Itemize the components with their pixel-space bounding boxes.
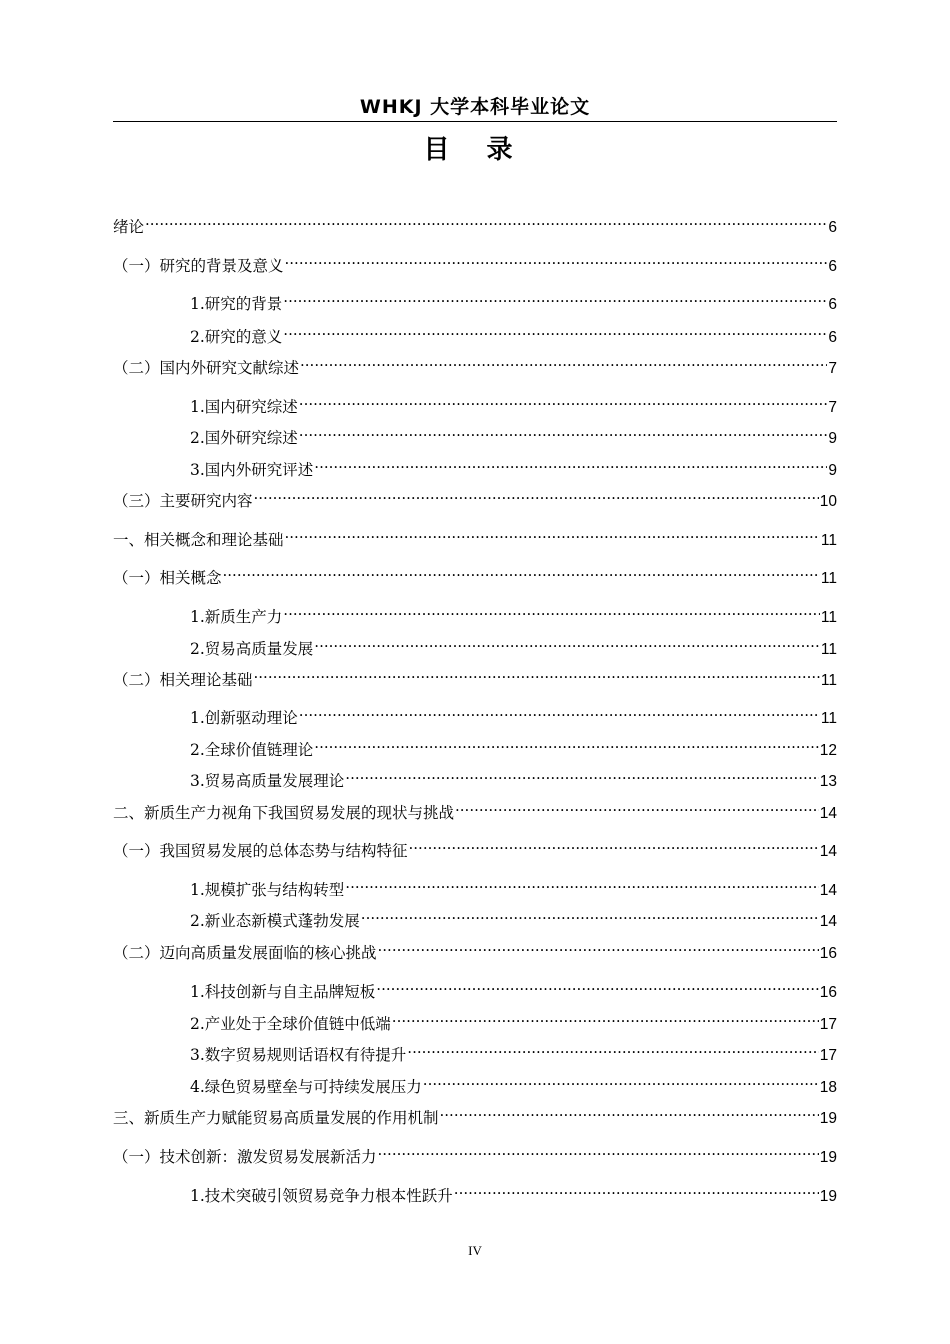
toc-entry-page: 7 (828, 399, 837, 416)
toc-leader (314, 632, 820, 654)
toc-entry[interactable] (190, 287, 837, 316)
toc-entry[interactable] (190, 975, 837, 1004)
toc-leader (223, 561, 820, 583)
toc-entry[interactable] (190, 1070, 837, 1099)
toc-leader (314, 733, 818, 755)
toc-entry-label: 2.研究的意义 (190, 328, 283, 346)
toc-entry-page: 18 (819, 1079, 837, 1096)
toc-entry[interactable] (190, 733, 837, 762)
toc-entry-label: 1.规模扩张与结构转型 (190, 881, 345, 899)
toc-entry-page: 11 (820, 672, 837, 689)
toc-entry-label: 一、相关概念和理论基础 (113, 531, 284, 549)
toc-entry[interactable] (190, 600, 837, 629)
toc-entry-label: （一）技术创新：激发贸易发展新活力 (113, 1148, 377, 1166)
toc-entry-label: （二）迈向高质量发展面临的核心挑战 (113, 944, 377, 962)
toc-entry-page: 11 (820, 641, 837, 658)
toc-entry-label: 1.创新驱动理论 (190, 709, 298, 727)
toc-entry[interactable] (190, 701, 837, 730)
toc-entry-label: 2.全球价值链理论 (190, 741, 314, 759)
toc-entry[interactable] (190, 1007, 837, 1036)
toc-leader (454, 1179, 819, 1201)
toc-entry-page: 19 (819, 1110, 837, 1127)
toc-leader (392, 1007, 819, 1029)
toc-entry-label: 4.绿色贸易壁垒与可持续发展压力 (190, 1078, 422, 1096)
toc-leader (455, 796, 819, 818)
toc-entry-label: 2.新业态新模式蓬勃发展 (190, 912, 360, 930)
toc-entry-label: 2.国外研究综述 (190, 429, 298, 447)
toc-entry[interactable] (190, 390, 837, 419)
toc-entry-page: 14 (819, 913, 837, 930)
toc-entry-page: 6 (828, 329, 837, 346)
toc-entry-label: （二）相关理论基础 (113, 671, 253, 689)
toc-entry[interactable] (113, 834, 837, 863)
toc-entry-page: 9 (828, 430, 837, 447)
toc-entry[interactable] (113, 484, 837, 513)
toc-entry[interactable] (113, 1101, 837, 1130)
toc-entry-label: 1.新质生产力 (190, 608, 283, 626)
toc-entry[interactable] (190, 873, 837, 902)
toc-entry-page: 7 (828, 360, 837, 377)
page-number: IV (468, 1243, 482, 1258)
toc-entry-label: 3.贸易高质量发展理论 (190, 772, 345, 790)
toc-leader (285, 523, 820, 545)
toc-entry-label: 3.国内外研究评述 (190, 461, 314, 479)
toc-leader (345, 764, 818, 786)
toc-entry-page: 12 (819, 742, 837, 759)
toc-entry[interactable] (190, 904, 837, 933)
toc-entry-page: 19 (819, 1149, 837, 1166)
toc-leader (407, 1038, 818, 1060)
toc-leader (299, 421, 828, 443)
toc-leader (409, 834, 819, 856)
toc-leader (345, 873, 818, 895)
toc-entry[interactable] (190, 1038, 837, 1067)
toc-entry-page: 16 (819, 945, 837, 962)
toc-entry-page: 11 (820, 570, 837, 587)
toc-entry[interactable] (113, 561, 837, 590)
toc-entry[interactable] (190, 421, 837, 450)
toc-entry[interactable] (113, 351, 837, 380)
toc-leader (254, 663, 820, 685)
running-header: WHKJ 大学本科毕业论文 (359, 96, 591, 118)
toc-leader (299, 701, 820, 723)
toc-entry[interactable] (113, 936, 837, 965)
toc-entry-label: 1.研究的背景 (190, 295, 283, 313)
toc-entry-page: 14 (819, 882, 837, 899)
toc-entry-label: 3.数字贸易规则话语权有待提升 (190, 1046, 407, 1064)
toc-entry[interactable] (113, 1140, 837, 1169)
toc-entry-label: （二）国内外研究文献综述 (113, 359, 300, 377)
toc-leader (378, 1140, 819, 1162)
toc-entry-page: 13 (819, 773, 837, 790)
toc-entry-page: 14 (819, 843, 837, 860)
toc-leader (376, 975, 818, 997)
toc-leader (378, 936, 819, 958)
toc-entry-label: （一）研究的背景及意义 (113, 257, 284, 275)
toc-leader (285, 249, 828, 271)
toc-entry[interactable] (190, 1179, 837, 1208)
toc-entry-page: 6 (828, 258, 837, 275)
toc-leader (440, 1101, 819, 1123)
toc-leader (299, 390, 828, 412)
toc-entry[interactable] (190, 764, 837, 793)
toc-entry[interactable] (113, 210, 837, 239)
toc-entry-page: 14 (819, 805, 837, 822)
toc-entry-page: 11 (820, 710, 837, 727)
toc-leader (283, 287, 827, 309)
toc-entry-label: 1.国内研究综述 (190, 398, 298, 416)
toc-entry-page: 10 (819, 493, 837, 510)
toc-entry-label: 三、新质生产力赋能贸易高质量发展的作用机制 (113, 1109, 439, 1127)
toc-entry-label: （一）相关概念 (113, 569, 222, 587)
toc-entry-label: 2.产业处于全球价值链中低端 (190, 1015, 391, 1033)
toc-entry-page: 6 (828, 219, 837, 236)
toc-entry-page: 19 (819, 1188, 837, 1205)
toc-entry-page: 11 (820, 532, 837, 549)
toc-entry[interactable] (113, 249, 837, 278)
toc-entry-page: 6 (828, 296, 837, 313)
toc-entry-label: （一）我国贸易发展的总体态势与结构特征 (113, 842, 408, 860)
toc-entry-page: 11 (820, 609, 837, 626)
toc-entry[interactable] (113, 663, 837, 692)
toc-leader (254, 484, 819, 506)
toc-entry-page: 17 (819, 1047, 837, 1064)
toc-entry-label: 1.技术突破引领贸易竞争力根本性跃升 (190, 1187, 453, 1205)
toc-leader (423, 1070, 819, 1092)
toc-entry-label: （三）主要研究内容 (113, 492, 253, 510)
toc-title: 目 录 (423, 135, 527, 165)
toc-entry-label: 二、新质生产力视角下我国贸易发展的现状与挑战 (113, 804, 455, 822)
toc-entry-label: 1.科技创新与自主品牌短板 (190, 983, 376, 1001)
toc-leader (283, 320, 827, 342)
toc-entry[interactable] (190, 632, 837, 661)
toc-leader (314, 453, 827, 475)
toc-entry-page: 9 (828, 462, 837, 479)
toc-entry-label: 2.贸易高质量发展 (190, 640, 314, 658)
toc-leader (361, 904, 819, 926)
toc-leader (300, 351, 827, 373)
toc-entry-page: 16 (819, 984, 837, 1001)
toc-entry-label: 绪论 (113, 218, 145, 236)
toc-leader (145, 210, 827, 232)
toc-entry-page: 17 (819, 1016, 837, 1033)
toc-entry[interactable] (113, 796, 837, 825)
toc-entry[interactable] (190, 453, 837, 482)
toc-leader (283, 600, 820, 622)
toc-entry[interactable] (113, 523, 837, 552)
toc-entry[interactable] (190, 320, 837, 349)
